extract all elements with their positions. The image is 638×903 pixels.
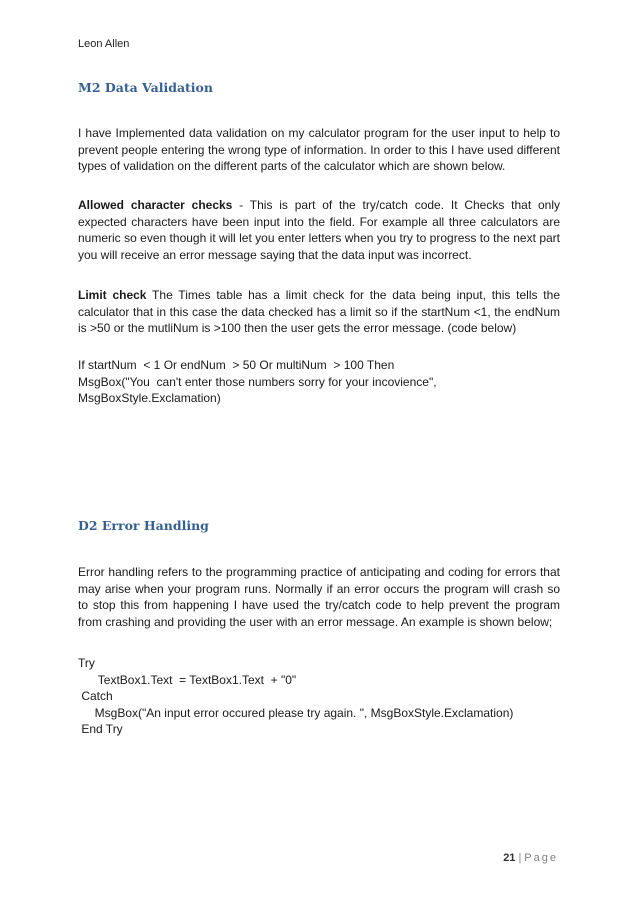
heading-m2-data-validation: M2 Data Validation [78, 80, 213, 95]
footer-separator: | [518, 852, 522, 864]
code-block-try-catch [78, 655, 560, 738]
code-line: TextBox1.Text = TextBox1.Text + "0" [78, 672, 297, 687]
page-footer [503, 852, 558, 864]
code-block-limit-check [78, 357, 560, 407]
paragraph-m2-intro: I have Implemented data validation on my calculator program for the user input to help to prevent people entering the wrong type of information. In order to this I have used different types of validation on the different parts of the calculator which are shown below. [78, 126, 560, 173]
text-allowed-character-checks: - This is part of the try/catch code. It Checks that only expected characters have been input into the field. For example all three calculators are numeric so even though it will let you enter letters when you try to progress to the next part you will receive an error message saying that the data input was incorrect. [78, 198, 561, 262]
text-limit-check: The Times table has a limit check for the data being input, this tells the calculator that in this case the data checked has a limit so if the startNum <1, the endNum is >50 or the mutliNum is >100 then the user gets the error message. (code below) [78, 288, 560, 335]
page-number: 21 [503, 852, 516, 864]
code-line: If startNum < 1 Or endNum > 50 Or multiNum > 100 Then [78, 358, 395, 372]
page-label: Page [524, 852, 558, 864]
code-line: Catch [78, 689, 113, 703]
paragraph-d2-intro: Error handling refers to the programming practice of anticipating and coding for errors that may arise when your program runs. Normally if an error occurs the program will crash so to stop this from happening I have used the try/catch code to help prevent the program from crashing and providing the user with an error message. An example is shown below; [78, 565, 560, 629]
header-author: Leon Allen [78, 38, 130, 50]
label-limit-check: Limit check [78, 288, 147, 302]
heading-d2-error-handling: D2 Error Handling [78, 518, 209, 533]
code-line: Try [78, 656, 95, 670]
paragraph-allowed-character-checks [78, 197, 560, 263]
code-line: End Try [78, 722, 123, 736]
code-line: MsgBox("You can't enter those numbers sorry for your incovience", [78, 374, 437, 389]
code-line: MsgBoxStyle.Exclamation) [78, 391, 221, 405]
label-allowed-character-checks: Allowed character checks [78, 198, 233, 212]
paragraph-limit-check [78, 287, 560, 337]
code-line: MsgBox("An input error occured please try again. ", MsgBoxStyle.Exclamation) [78, 705, 514, 720]
